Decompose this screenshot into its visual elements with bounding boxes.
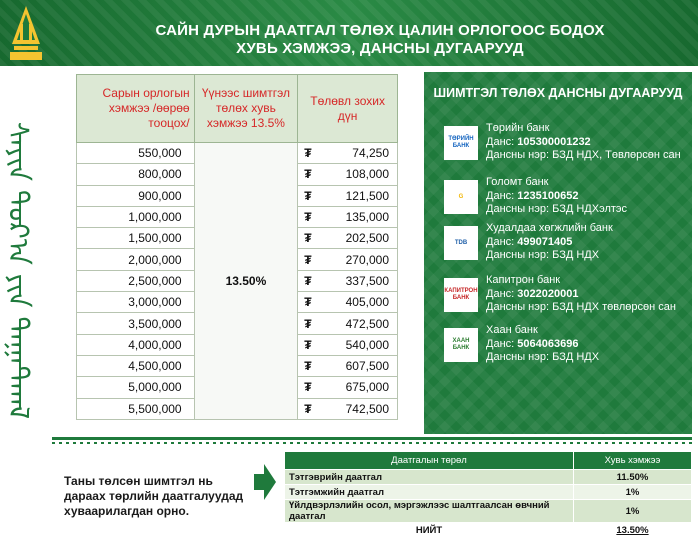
amount-value: 202,500 <box>345 231 389 246</box>
income-cell: 4,000,000 <box>77 334 195 355</box>
amount-cell <box>298 292 398 313</box>
table-row <box>285 500 692 523</box>
distribution-intro: Таны төлсөн шимтгэл нь дараах төрлийн даатгалуудад хуваарилагдан орно. <box>64 474 244 518</box>
distribution-table-body <box>285 470 692 538</box>
bank-logo-text: ТӨРИЙН БАНК <box>448 136 474 149</box>
amount-cell <box>298 206 398 227</box>
insurance-type: Үйлдвэрлэлийн осол, мэргэжлээс шалтгаалсан өвчний даатгал <box>285 500 574 523</box>
vertical-script-text: ᠰᠠᠶᠢᠨ ᠳᠤᠷ᠎ᠠ ᠶᠢᠨ ᠳᠠᠭᠠᠲᠬᠠᠯ <box>2 121 36 419</box>
table-row <box>285 485 692 500</box>
bank-logo-icon <box>444 278 478 312</box>
percentage-header: Хувь хэмжээ <box>574 452 692 470</box>
income-cell: 4,500,000 <box>77 355 195 376</box>
amount-value: 472,500 <box>345 316 389 331</box>
account-holder: Дансны нэр: БЗД НДХ, Төвлөрсөн сан <box>486 149 681 161</box>
bank-logo-text: G <box>458 193 464 200</box>
bank-name: Капитрон банк <box>486 274 561 286</box>
bank-name: Худалдаа хөгжлийн банк <box>486 222 613 234</box>
bank-name: Хаан банк <box>486 324 538 336</box>
amount-value: 607,500 <box>345 359 389 374</box>
bank-name: Голомт банк <box>486 176 549 188</box>
amount-value: 135,000 <box>345 210 389 225</box>
income-cell: 1,500,000 <box>77 228 195 249</box>
insurance-type: Тэтгэврийн даатгал <box>285 470 574 485</box>
insurance-type-header: Даатгалын төрөл <box>285 452 574 470</box>
account-number[interactable]: 3022020001 <box>517 287 579 300</box>
income-cell: 2,500,000 <box>77 270 195 291</box>
amount-cell <box>298 355 398 376</box>
bank-logo-text: ХААН БАНК <box>452 338 470 351</box>
account-holder: Дансны нэр: БЗД НДХэлтэс <box>486 203 628 215</box>
bank-logo-icon <box>444 328 478 362</box>
amount-value: 742,500 <box>345 401 389 416</box>
header-banner <box>0 0 698 66</box>
account-number[interactable]: 5064063696 <box>517 337 579 350</box>
account-holder: Дансны нэр: БЗД НДХ <box>486 249 600 261</box>
bank-logo-icon <box>444 180 478 214</box>
account-holder: Дансны нэр: БЗД НДХ төвлөрсөн сан <box>486 301 676 313</box>
amount-cell <box>298 164 398 185</box>
bank-name: Төрийн банк <box>486 122 550 134</box>
total-row <box>285 523 692 538</box>
divider <box>52 437 692 440</box>
income-cell: 3,000,000 <box>77 292 195 313</box>
page-title-line1: САЙН ДУРЫН ДААТГАЛ ТӨЛӨХ ЦАЛИН ОРЛОГООС БОДОХ <box>155 22 605 39</box>
amount-value: 108,000 <box>345 167 389 182</box>
bank-logo-icon <box>444 226 478 260</box>
total-value: 13.50% <box>616 524 649 536</box>
currency-symbol: ₮ <box>304 231 312 246</box>
amount-value: 270,000 <box>345 252 389 267</box>
currency-symbol: ₮ <box>304 146 312 161</box>
bank-logo-icon <box>444 126 478 160</box>
divider-dots <box>52 442 692 444</box>
insurance-percentage: 1% <box>574 485 692 500</box>
rate-column-header: Үүнээс шимтгэл төлөх хувь хэмжээ 13.5% <box>194 75 298 143</box>
rate-table-body <box>77 143 398 420</box>
table-row <box>77 143 398 164</box>
account-label: Данс: <box>486 189 515 202</box>
currency-symbol: ₮ <box>304 380 312 395</box>
amount-value: 121,500 <box>345 188 389 203</box>
amount-cell <box>298 377 398 398</box>
amount-cell <box>298 270 398 291</box>
rate-cell: 13.50% <box>194 143 298 420</box>
account-number[interactable]: 499071405 <box>517 235 573 248</box>
account-label: Данс: <box>486 287 515 300</box>
income-column-header: Сарын орлогын хэмжээ /өөрөө тооцох/ <box>77 75 195 143</box>
table-row <box>285 470 692 485</box>
amount-cell <box>298 398 398 419</box>
account-number[interactable]: 1235100652 <box>517 189 579 202</box>
amount-cell <box>298 228 398 249</box>
amount-cell <box>298 313 398 334</box>
currency-symbol: ₮ <box>304 316 312 331</box>
amount-value: 405,000 <box>345 295 389 310</box>
accounts-panel <box>424 72 692 434</box>
arrow-right-icon <box>252 462 278 502</box>
accounts-title: ШИМТГЭЛ ТӨЛӨХ ДАНСНЫ ДУГААРУУД <box>433 86 683 100</box>
distribution-table <box>284 451 692 538</box>
income-cell: 900,000 <box>77 185 195 206</box>
amount-value: 540,000 <box>345 337 389 352</box>
amount-cell <box>298 334 398 355</box>
emblem-logo-icon <box>6 4 46 62</box>
total-label: НИЙТ <box>285 523 574 538</box>
amount-cell <box>298 185 398 206</box>
vertical-script <box>2 70 48 470</box>
page-title <box>70 22 690 58</box>
income-cell: 5,500,000 <box>77 398 195 419</box>
currency-symbol: ₮ <box>304 273 312 288</box>
currency-symbol: ₮ <box>304 188 312 203</box>
currency-symbol: ₮ <box>304 295 312 310</box>
insurance-percentage: 1% <box>574 500 692 523</box>
currency-symbol: ₮ <box>304 359 312 374</box>
account-label: Данс: <box>486 337 515 350</box>
income-cell: 2,000,000 <box>77 249 195 270</box>
currency-symbol: ₮ <box>304 167 312 182</box>
currency-symbol: ₮ <box>304 252 312 267</box>
amount-cell <box>298 143 398 164</box>
amount-value: 337,500 <box>345 273 389 288</box>
bank-logo-text: TDB <box>454 239 468 246</box>
rate-table <box>76 74 398 420</box>
income-cell: 800,000 <box>77 164 195 185</box>
account-holder: Дансны нэр: БЗД НДХ <box>486 351 600 363</box>
currency-symbol: ₮ <box>304 401 312 416</box>
amount-column-header: Төлөвл зохих дүн <box>298 75 398 143</box>
account-label: Данс: <box>486 235 515 248</box>
income-cell: 550,000 <box>77 143 195 164</box>
page-title-line2: ХУВЬ ХЭМЖЭЭ, ДАНСНЫ ДУГААРУУД <box>236 40 524 57</box>
income-cell: 3,500,000 <box>77 313 195 334</box>
amount-value: 675,000 <box>345 380 389 395</box>
account-number[interactable]: 105300001232 <box>517 135 591 148</box>
insurance-type: Тэтгэмжийн даатгал <box>285 485 574 500</box>
insurance-percentage: 11.50% <box>574 470 692 485</box>
account-label: Данс: <box>486 135 515 148</box>
total-value-cell <box>574 523 692 538</box>
currency-symbol: ₮ <box>304 210 312 225</box>
income-cell: 5,000,000 <box>77 377 195 398</box>
currency-symbol: ₮ <box>304 337 312 352</box>
bank-logo-text: КАПИТРОН БАНК <box>444 288 478 301</box>
income-cell: 1,000,000 <box>77 206 195 227</box>
amount-cell <box>298 249 398 270</box>
amount-value: 74,250 <box>352 146 389 161</box>
